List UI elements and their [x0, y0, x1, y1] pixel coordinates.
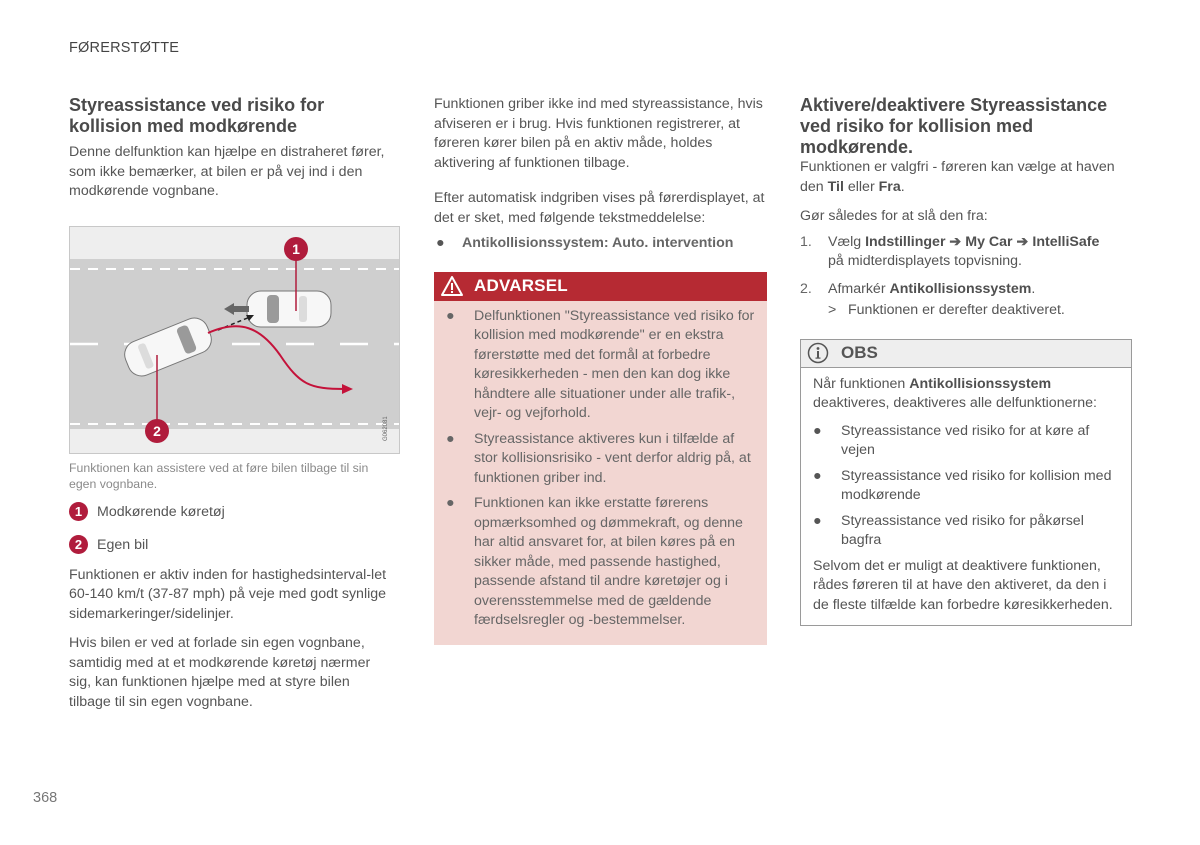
warning-item: ● Delfunktionen "Styreassistance ved risiko for kollision med modkørende" er en ekstra førerstøtte med det formål at forbedre køresikkerheden - men den kan dog ikke håndtere alle situationer under alle trafik-, vejr- og vejforhold. — [446, 307, 757, 424]
howto-text: Gør således for at slå den fra: — [800, 208, 988, 224]
column-middle — [434, 95, 767, 645]
page-number: 368 — [33, 790, 58, 806]
arrow-right-icon: ➔ — [1016, 233, 1029, 250]
note-item: ● Styreassistance ved risiko for at køre af vejen — [813, 422, 1121, 461]
step-list — [800, 233, 1132, 321]
figure-legend — [69, 500, 395, 557]
callout-badge-1: 1 — [69, 502, 88, 521]
note-header — [801, 340, 1131, 368]
warning-header — [434, 272, 767, 301]
oncoming-car — [247, 291, 331, 327]
activation-intro: Funktionen er valgfri - føreren kan vælge at haven den Til eller Fra. — [800, 159, 1115, 195]
figure-caption: Funktionen kan assistere ved at føre bilen tilbage til sin egen vognbane. — [69, 460, 369, 491]
bullet-icon: ● — [813, 467, 822, 484]
bullet-icon: ● — [813, 422, 822, 439]
activation-heading: Aktivere/deaktivere Styreassistance ved risiko for kollision med modkørende. — [800, 95, 1108, 157]
bullet-icon: ● — [446, 495, 455, 511]
step-item — [800, 233, 1132, 272]
step-number: 1. — [800, 233, 812, 250]
note-outro: Selvom det er muligt at deaktivere funktionen, rådes føreren til at have den aktiveret, da den i de fleste tilfælde kan forbedre køresikkerheden. — [813, 557, 1113, 613]
step-item — [800, 280, 1132, 300]
warning-list — [434, 301, 767, 631]
display-message-item — [434, 234, 767, 254]
bullet-icon: ● — [436, 235, 445, 251]
svg-text:G062081: G062081 — [383, 415, 389, 441]
note-box — [800, 339, 1132, 627]
column-left — [69, 95, 395, 712]
warning-triangle-icon — [440, 275, 464, 297]
illustration-figure — [69, 226, 400, 454]
intro-paragraph: Denne delfunktion kan hjælpe en distraheret fører, som ikke bemærker, at bilen er på vej ind i den modkørende vognbane. — [69, 144, 385, 199]
note-intro: Når funktionen Antikollisionssystem deaktiveres, deaktiveres alle delfunktionerne: — [813, 375, 1097, 411]
svg-text:2: 2 — [153, 422, 161, 439]
lane-assist-paragraph: Hvis bilen er ved at forlade sin egen vognbane, samtidig med at et modkørende køretøj nærmer sig, kan funktionen hjælpe med at styre bilen tilbage til sin egen vognbane. — [69, 635, 371, 710]
note-item: ● Styreassistance ved risiko for påkørsel bagfra — [813, 512, 1121, 551]
bullet-icon: ● — [446, 307, 455, 324]
section-label: FØRERSTØTTE — [69, 40, 180, 56]
legend-label: Modkørende køretøj — [97, 503, 225, 520]
intervention-paragraph: Funktionen griber ikke ind med styreassistance, hvis afviseren er i brug. Hvis funktionen registrerer, at føreren kører bilen på en aktiv måde, holdes aktivering af funktionen tilbage. — [434, 96, 763, 171]
speed-range-paragraph: Funktionen er aktiv inden for hastighedsinterval-let 60-140 km/t (37-87 mph) på veje med godt synlige sidemarkeringer/sidelinjer. — [69, 566, 387, 622]
warning-title: ADVARSEL — [474, 276, 568, 295]
legend-label: Egen bil — [97, 536, 149, 553]
bullet-icon: ● — [446, 430, 455, 447]
road-diagram — [70, 227, 400, 454]
step-text: Afmarkér Antikollisionssystem. — [828, 280, 1036, 297]
display-message: Antikollisionssystem: Auto. intervention — [462, 235, 734, 251]
note-title: OBS — [841, 343, 878, 362]
legend-item — [69, 533, 395, 557]
section-heading: Styreassistance ved risiko for kollision med modkørende — [69, 95, 325, 136]
info-icon — [807, 342, 829, 364]
column-right — [800, 95, 1132, 626]
result-chevron-icon: > — [828, 302, 837, 318]
step-number: 2. — [800, 280, 812, 297]
display-message-paragraph: Efter automatisk indgriben vises på førerdisplayet, at det er sket, med følgende tekstmeddelelse: — [434, 190, 765, 226]
warning-item: ● Styreassistance aktiveres kun i tilfælde af stor kollisionsrisiko - vent derfor aldrig på, at funktionen griber ind. — [446, 430, 757, 489]
bullet-icon: ● — [813, 512, 822, 529]
step-result: > Funktionen er derefter deaktiveret. — [800, 301, 1132, 321]
warning-box — [434, 272, 767, 645]
legend-item — [69, 500, 395, 524]
note-item: ● Styreassistance ved risiko for kollision med modkørende — [813, 467, 1121, 506]
warning-item: ● Funktionen kan ikke erstatte førerens opmærksomhed og dømmekraft, og denne har altid ansvaret for, at bilen køres på en sikker måde, med passende hastighed, passende afstand til andre køretøjer og i overensstemmelse med de gældende færdselsregler og -bestemmelser. — [446, 494, 757, 631]
step-text: Vælg Indstillinger ➔ My Car ➔ IntelliSafe på midterdisplayets topvisning. — [828, 233, 1100, 269]
svg-text:1: 1 — [292, 240, 300, 257]
callout-badge-2: 2 — [69, 535, 88, 554]
note-body — [801, 368, 1131, 626]
arrow-right-icon: ➔ — [949, 233, 962, 250]
